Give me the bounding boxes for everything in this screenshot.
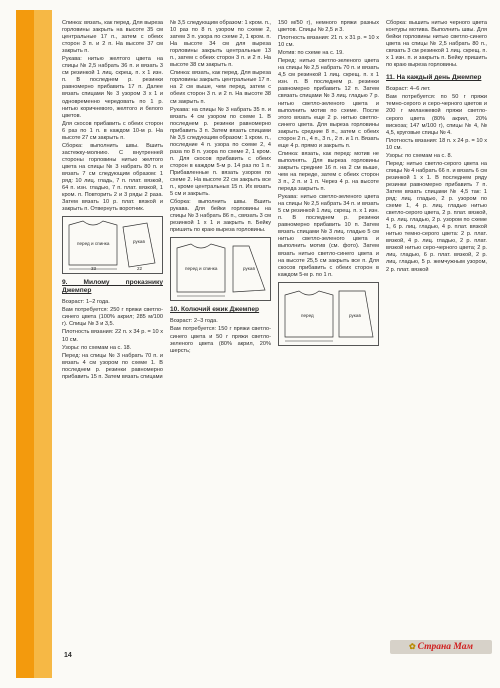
page-number: 14 (64, 652, 72, 659)
paragraph: Спинка: вязать, как перед. Для выреза горловины закрыть центральные 17 п. на 2 см выше, чем перед, затем с обеих сторон 3 п. и 2 п. На высоте 38 см закрыть п. (170, 70, 271, 105)
materials: Вам потребуется: 250 г пряжи светло-синего цвета (100% акрил; 285 м/100 г). Спицы № 3 и 3,5. (62, 307, 163, 328)
patterns-ref: Узоры: по схемам на с. 8. (386, 152, 453, 159)
materials: Вам потребуется: по 50 г пряжи темно-серого и серо-черного цветов и 200 г меланжевой пряжи светло-серого цвета (80% акрил, 20% вискоза; 147 м/100 г), спицы № 4, № 4,5, круговые спицы № 4. (386, 94, 487, 136)
age-line: Возраст: 2–3 года. (170, 318, 218, 325)
paragraph: Спинка: вязать, как перед. Для выреза горловины закрыть на высоте 35 см центральные 17 п., затем с обеих сторон 3 п. и 2 п. На высоте 37 см закрыть п. (62, 20, 163, 55)
pattern-diagram-1 (62, 216, 163, 274)
paragraph: Рукава: нитью светло-зеленого цвета на спицы № 2,5 набрать 34 п. и вязать 5 см резинкой 1 лиц. скрещ. п. х 1 изн. п. В последнем р. резинки равномерно прибавить 10 п. Затем вязать спицами № 3 лиц. гладью 5 см нитью светло-зеленого цвета и выполнить мотив (см. фото). Затем вязать нитью светло-синего цвета и на высоте 25,5 см закрыть все п. Для скосов прибавить с обеих сторон в каждом 5-м р. по 1 п. (278, 194, 379, 278)
sleeve-label: рукав (133, 239, 145, 245)
dimension-label: 33 (91, 266, 97, 272)
section-heading: 10. Колючий ежик Джемпер (170, 306, 260, 314)
paragraph: Перед: нитью светло-зеленого цвета на спицы № 2,5 набрать 70 п. и вязать 4,5 см резинкой 1 лиц. скрещ. п. х 1 изн. п. В последнем р. резинки равномерно прибавить 12 п. Затем связать спицами № 3 лиц. гладью 7 р. нитью светло-зеленого цвета и выполнить мотив по схеме. После этого вязать еще 2 р. нитью светло-синего цвета. Для выреза горловины закрыть средние 8 п., затем с обеих сторон 2 п., 4 п., 3 п., 2 п. и 1 п. Вязать еще 4 р. прямо и закрыть п. (278, 58, 379, 149)
paragraph: Рукава: нитью желтого цвета на спицы № 2,5 набрать 36 п. и вязать 3 см резинкой 1 лиц. скрещ. п. х 1 изн. п. В последнем р. резинки равномерно прибавить 17 п. Далее вязать спицами № 3 узором 3 х 1 и одновременно чередовать по 1 р. нитью коричневого, желтого и белого цветов. (62, 56, 163, 119)
site-watermark-logo: ✿ Страна Мам (390, 640, 492, 654)
section-heading: 11. На каждый день Джемпер (386, 74, 482, 82)
paragraph: Сборка: вышить нитью черного цвета контуры мотива. Выполнить швы. Для бейки горловины нитью светло-синего цвета на спицы № 2,5 набрать 80 п., связать 3 см резинкой 1 лиц. скрещ. п. х 1 изн. п. и закрыть п. Бейку пришить по краю выреза горловины. (386, 20, 487, 69)
column-4 (386, 20, 487, 275)
front-back-label: перед и спинка (185, 266, 218, 272)
patterns-ref: Узоры: по схемам на с. 18. (62, 344, 132, 351)
paragraph: Сборка: выполнить швы. Вшить застежку-молнию. С внутренней стороны горловины нитью желтого цвета на спицы № 3 набрать 80 п. и вязать 7 см следующим образом: 1 ряд: 10 лиц. гладь, 7 п. плат. вязкой, 64 п. изн. гладью, 7 п. плат. вязкой, 1 кром. п. Повторить 2 и 3 ряды 2 раза. Затем вязать 10 р. плат. вязкой и закрыть п. Отвернуть воротник. (62, 142, 163, 213)
paragraph: Для скосов прибавить с обеих сторон 6 раз по 1 п. в каждом 10-м р. На высоте 27 см закрыть п. (62, 120, 163, 141)
paragraph: Спинка: вязать, как перед: мотив не выполнять. Для выреза горловины закрыть средние 16 п. на 2 см выше, чем на переде, затем с обеих сторон 3 п., 2 п. и 1 п. Через 4 р. на высоте переда закрыть п. (278, 150, 379, 193)
dimension-label: 22 (137, 266, 143, 272)
front-back-label: перед и спинка (77, 241, 110, 247)
magazine-page (62, 20, 494, 670)
paragraph: Перед: нитью светло-серого цвета на спицы № 4 набрать 66 п. и вязать 6 см резинкой 1 х 1. В последнем ряду резинки равномерно прибавить 7 п. Затем вязать спицами № 4,5 так: 1 ряд: лиц. гладью, 2 р. узором по схеме 1, 4 р. лиц. гладью нитью светло-серого цвета, 2 р. плат. вязкой, 4 р. лиц. гладью, 2 р. узором по схеме 1, 6 р. лиц. гладью, 4 р. плат. вязкой нитью темно-серого цвета: 2 р. плат. вязкой, 4 р. лиц. гладью, 2 р. плат. вязкой нитью серо-черного цвета; 2 р. лиц. гладью, 6 р. плат. вязкой, 2 р. лиц. гладью, 5 р. жемчужным узором, 2 р. плат. вязкой (386, 160, 487, 273)
pattern-diagram-3 (278, 282, 379, 346)
section-heading: 9. Милому проказнику Джемпер (62, 279, 163, 295)
column-3 (278, 20, 379, 349)
paragraph: Сборка: выполнить швы. Вшить рукава. Для бейки горловины на спицы № 3 набрать 86 п., связать 3 см резинкой 1 х 1 и закрыть п. Бейку пришить по краю выреза горловины. (170, 199, 271, 234)
gauge: Плотность вязания: 18 п. х 24 р. = 10 х 10 см. (386, 137, 487, 151)
orange-margin-bar (16, 10, 52, 678)
paragraph: № 3,5 следующим образом: 1 кром. п., 10 раз по 8 п. узором по схеме 2, затем 3 п. узора по схеме 2, 1 кром. п. На высоте 34 см для выреза горловины закрыть центральные 13 п., затем с обеих сторон 3 п. и 2 п. На высоте 38 см закрыть п. (170, 20, 271, 69)
front-label: перед (301, 312, 314, 318)
column-1 (62, 20, 163, 382)
motif-ref: Мотив: по схеме на с. 19. (278, 50, 344, 57)
sleeve-label: рукав (349, 312, 361, 318)
gauge: Плотность вязания: 22 п. х 34 р. = 10 х 10 см. (62, 329, 163, 343)
gauge: Плотность вязания: 21 п. х 31 р. = 10 х 10 см. (278, 35, 379, 49)
paragraph: 150 м/50 г), немного пряжи разных цветов. Спицы № 2,5 и 3. (278, 20, 379, 34)
paragraph: Рукава: на спицы № 3 набрать 35 п. и вязать 4 см узором по схеме 1. В последнем р. резинки равномерно прибавить 3 п. Затем вязать спицами № 3,5 следующим образом: 1 кром. п., последние 4 п. узора по схеме 2, 4 раза по 8 п. узора по схеме 2, 1 кром. п. Для скосов прибавить с обеих сторон в каждом 5-м р. 14 раз по 1 п. Прибавленные п. вязать узором по схеме 2. На высоте 22 см закрыть все п., кроме центральных 15 п. Их вязать 5 см и закрыть. (170, 106, 271, 198)
sleeve-label: рукав (243, 266, 255, 272)
column-2 (170, 20, 271, 356)
pattern-diagram-2 (170, 237, 271, 301)
paragraph: Перед: на спицы № 3 набрать 70 п. и вязать 4 см узором по схеме 1. В последнем р. резинки равномерно прибавить 15 п. Затем вязать спицами (62, 352, 163, 380)
age-line: Возраст: 1–2 года. (62, 299, 110, 306)
age-line: Возраст: 4–6 лет. (386, 86, 431, 93)
materials: Вам потребуется: 150 г пряжи светло-синего цвета и 50 г пряжи светло-зеленого цвета (80% акрил, 20% шерсть; (170, 326, 271, 354)
